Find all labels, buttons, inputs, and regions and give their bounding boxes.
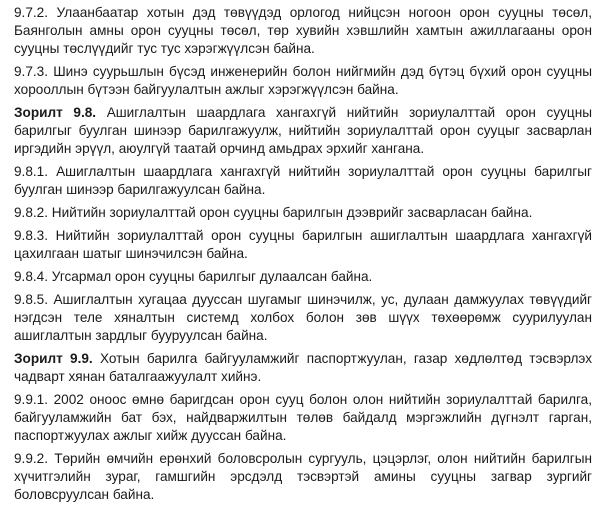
paragraph-text: Нийтийн зориулалттай орон сууцны барилгын ашиглалтын шаардлага хангахгүй цахилгаан шатыг шинэчилсэн байна.: [14, 228, 592, 261]
paragraph-text: Ашиглалтын шаардлага хангахгүй нийтийн зориулалттай орон сууцны барилгыг буулган шинээр барилгажуулсан байна.: [14, 164, 592, 197]
paragraph-9-8-5: [14, 291, 592, 345]
paragraph-number: 9.8.4.: [14, 269, 49, 284]
paragraph-number: 9.7.3.: [14, 64, 49, 79]
paragraph-text: Угсармал орон сууцны барилгыг дулаалсан байна.: [51, 269, 373, 284]
goal-text: Ашиглалтын шаардлага хангахгүй нийтийн зориулалттай орон сууцны барилгыг буулган шинээр барилгажуулж, нийтийн зориулалттай орон сууцыг засварлан иргэдийн эрүүл, аюулгүй таатай орчинд амьдрах эрхийг хангана.: [14, 105, 592, 156]
goal-number: Зорилт 9.9.: [14, 351, 93, 366]
paragraph-text: Ашиглалтын хугацаа дууссан шугамыг шинэчилж, ус, дулаан дамжуулах төвүүдийг нэгдсэн теле хяналтын системд холбох болон зөв шүүх төхөөрөмж суурилуулан ашиглалтын зардлыг бууруулсан байна.: [14, 292, 593, 343]
goal-9-9: [14, 350, 592, 386]
paragraph-9-8-4: [14, 268, 592, 286]
paragraph-number: 9.8.5.: [14, 292, 49, 307]
paragraph-9-8-3: [14, 227, 592, 263]
paragraph-number: 9.8.2.: [14, 205, 49, 220]
paragraph-9-7-2: [14, 4, 592, 58]
goal-number: Зорилт 9.8.: [14, 105, 97, 120]
paragraph-number: 9.7.2.: [14, 5, 49, 20]
paragraph-9-7-3: [14, 63, 592, 99]
paragraph-number: 9.8.3.: [14, 228, 49, 243]
goal-text: Хотын барилга байгууламжийг паспортжуулан, газар хөдлөлтөд тэсвэрлэх чадварт хянан баталгаажуулалт хийнэ.: [14, 351, 592, 384]
paragraph-text: 2002 оноос өмнө баригдсан орон сууц болон олон нийтийн зориулалттай барилга, байгууламжийн бат бэх, найдваржилтын төлөв байдалд мэргэжлийн дүгнэлт гарган, паспортжуулах ажлыг хийж дууссан байна.: [14, 392, 592, 443]
paragraph-text: Нийтийн зориулалттай орон сууцны барилгын дээврийг засварласан байна.: [51, 205, 533, 220]
paragraph-text: Төрийн өмчийн ерөнхий боловсролын сургууль, цэцэрлэг, олон нийтийн барилгын хүчитгэлийн зураг, гамшгийн эрсдэлд тэсвэртэй амины сууцны загвар зургийг боловсруулсан байна.: [14, 451, 592, 502]
paragraph-9-8-2: [14, 204, 592, 222]
paragraph-text: Шинэ суурьшлын бүсэд инженерийн болон нийгмийн дэд бүтэц бүхий орон сууцны хорооллын бүтээн байгуулалтын ажлыг хэрэгжүүлсэн байна.: [14, 64, 592, 97]
document-body: [14, 4, 592, 509]
paragraph-number: 9.9.2.: [14, 451, 49, 466]
paragraph-text: Улаанбаатар хотын дэд төвүүдэд орлогод нийцсэн ногоон орон сууцны төсөл, Баянголын амны орон сууцны төсөл, төр хувийн хэвшлийн хамтын ажиллагааны орон сууцны төслүүдийг тус тус хэрэгжүүлсэн байна.: [14, 5, 593, 56]
paragraph-9-9-2: [14, 450, 592, 504]
paragraph-9-8-1: [14, 163, 592, 199]
paragraph-9-9-1: [14, 391, 592, 445]
goal-9-8: [14, 104, 592, 158]
paragraph-number: 9.9.1.: [14, 392, 49, 407]
paragraph-number: 9.8.1.: [14, 164, 49, 179]
